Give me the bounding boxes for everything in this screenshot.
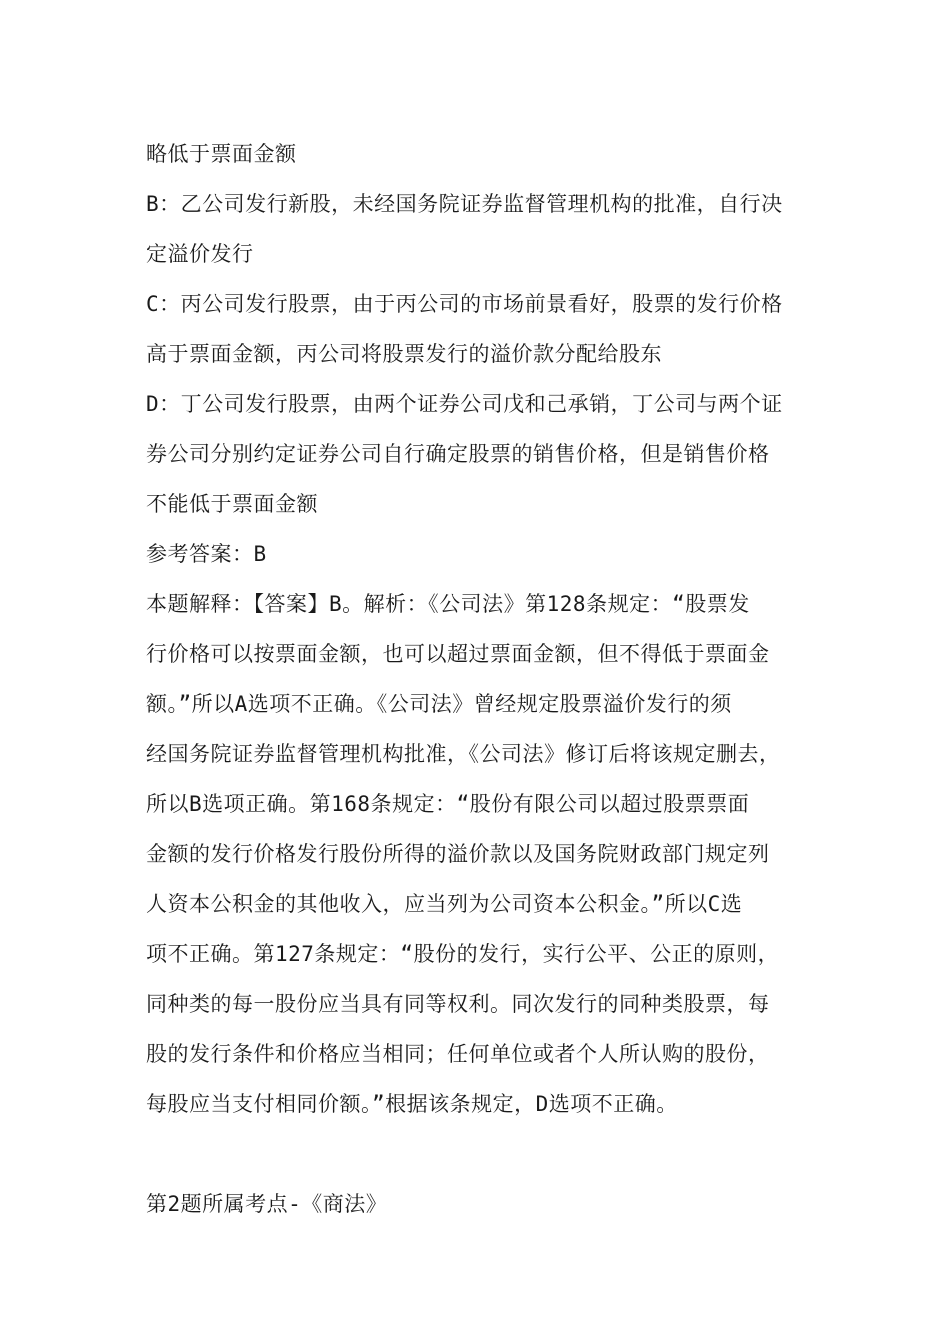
- explanation-line: 同种类的每一股份应当具有同等权利。同次发行的同种类股票，每: [146, 992, 770, 1016]
- text-line-option-b: B：乙公司发行新股，未经国务院证券监督管理机构的批准，自行决: [146, 192, 783, 216]
- text-line-option-d: D：丁公司发行股票，由两个证券公司戊和己承销，丁公司与两个证: [146, 392, 783, 416]
- explanation-line: 所以B选项正确。第168条规定：“股份有限公司以超过股票票面: [146, 792, 750, 816]
- explanation-line: 人资本公积金的其他收入，应当列为公司资本公积金。”所以C选: [146, 892, 743, 916]
- text-line-option-a-end: 略低于票面金额: [146, 142, 297, 166]
- explanation-line: 项不正确。第127条规定：“股份的发行，实行公平、公正的原则，: [146, 942, 780, 966]
- explanation-line: 行价格可以按票面金额，也可以超过票面金额，但不得低于票面金: [146, 642, 770, 666]
- explanation-line: 额。”所以A选项不正确。《公司法》曾经规定股票溢价发行的须: [146, 692, 732, 716]
- explanation-line: 股的发行条件和价格应当相同；任何单位或者个人所认购的股份，: [146, 1042, 770, 1066]
- explanation-line: 金额的发行价格发行股份所得的溢价款以及国务院财政部门规定列: [146, 842, 770, 866]
- explanation-line: 每股应当支付相同价额。”根据该条规定，D选项不正确。: [146, 1092, 678, 1116]
- text-line-option-c: C：丙公司发行股票，由于丙公司的市场前景看好，股票的发行价格: [146, 292, 783, 316]
- reference-answer: 参考答案：B: [146, 542, 267, 566]
- text-line-option-c-cont: 高于票面金额，丙公司将股票发行的溢价款分配给股东: [146, 342, 662, 366]
- explanation-line: 经国务院证券监督管理机构批准，《公司法》修订后将该规定删去，: [146, 742, 781, 766]
- text-line-option-b-cont: 定溢价发行: [146, 242, 254, 266]
- text-line-option-d-cont: 券公司分别约定证券公司自行确定股票的销售价格，但是销售价格: [146, 442, 770, 466]
- section-heading: 第2题所属考点-《商法》: [146, 1192, 388, 1216]
- explanation-line: 本题解释：【答案】B。解析：《公司法》第128条规定：“股票发: [146, 592, 750, 616]
- document-page: [146, 129, 810, 1229]
- paragraph-gap: [146, 1129, 810, 1179]
- text-line-option-d-end: 不能低于票面金额: [146, 492, 318, 516]
